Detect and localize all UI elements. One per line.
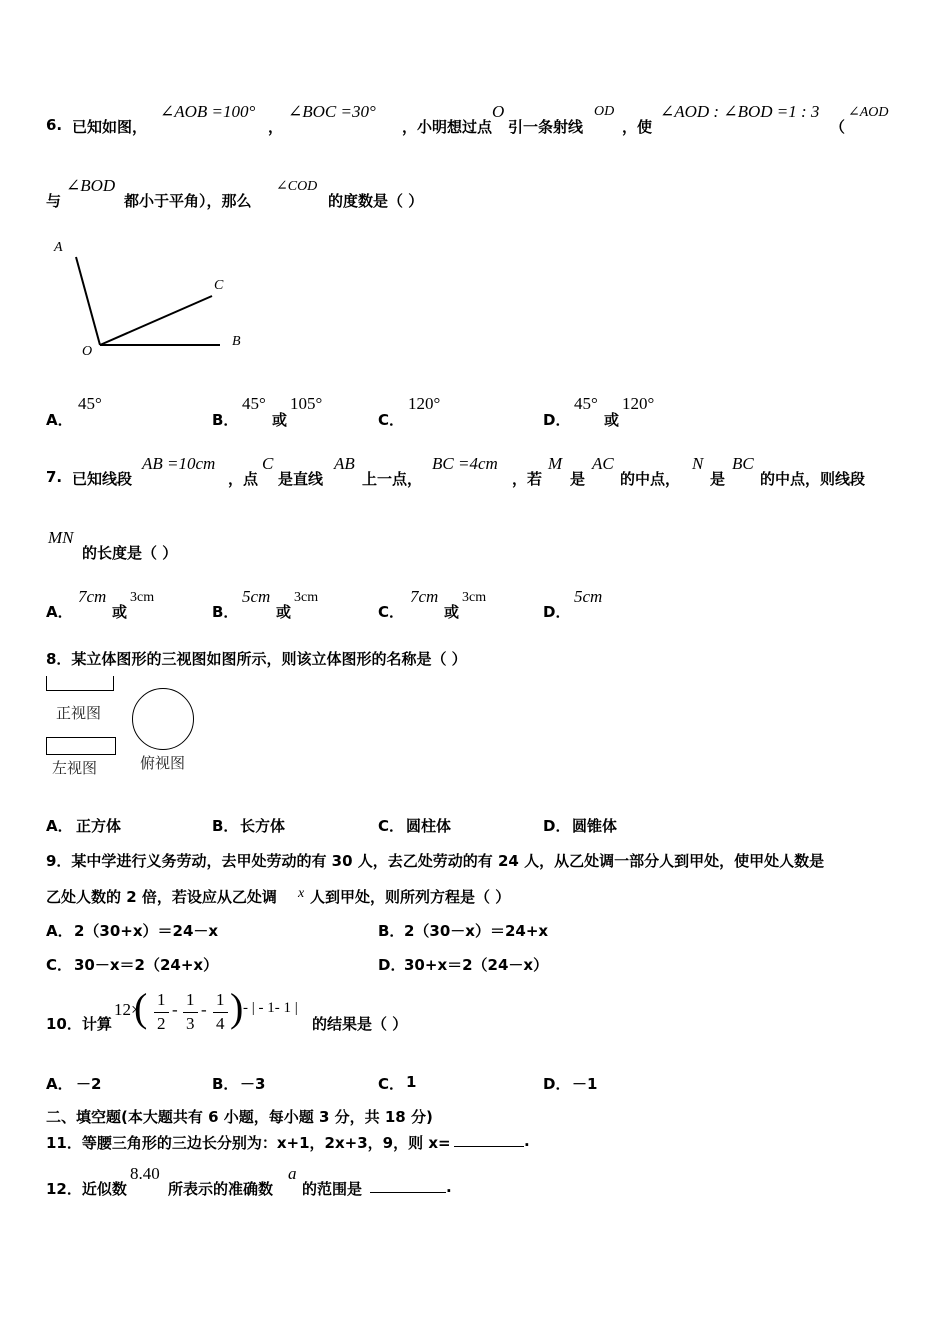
q10-right-paren: ) [230, 985, 244, 1030]
q7-text: 是 [710, 470, 726, 488]
q7-formula: AB [334, 454, 355, 473]
front-view-rectangle [46, 676, 114, 691]
q7-option-a-value2: 3cm [130, 590, 155, 605]
q6-text: ，使 [622, 118, 653, 136]
q8-option-b-text: 长方体 [240, 817, 286, 835]
q7-text: 上一点， [362, 470, 423, 488]
q6-number: 6. [46, 116, 63, 134]
q7-text: ，若 [512, 470, 543, 488]
q10-coefficient: 12× [114, 1000, 141, 1019]
q11-text: 11．等腰三角形的三边长分别为：x+1，2x+3，9，则 x= [46, 1134, 451, 1152]
q7-formula: C [262, 454, 274, 473]
left-view-label: 左视图 [52, 759, 98, 777]
q8-option-c-text: 圆柱体 [406, 817, 452, 835]
q12-answer-blank[interactable] [370, 1180, 446, 1193]
q10-expression-tail: - | - 1- 1 | [243, 1000, 298, 1016]
ray-oa [76, 257, 100, 345]
q6-option-b-value2: 105° [290, 394, 323, 413]
q7-option-b-label: B． [212, 603, 239, 621]
front-view-label: 正视图 [56, 704, 102, 722]
q9-option-a-text: 2（30+x）＝24－x [74, 922, 219, 940]
q6-option-c-value: 120° [408, 394, 441, 413]
q8-option-c-label: C． [378, 817, 405, 835]
point-label-o: O [82, 344, 93, 359]
q6-formula: ∠AOB =100° [160, 102, 256, 121]
q11-end: . [524, 1132, 530, 1150]
q9-option-a-label: A． [46, 922, 73, 940]
point-label-c: C [214, 278, 224, 293]
q7-formula: N [692, 454, 704, 473]
point-label-a: A [54, 240, 63, 255]
q8-option-a-label: A． [46, 817, 73, 835]
q6-text: ， [268, 118, 284, 136]
q10-fraction-bar [183, 1012, 198, 1013]
q7-formula: BC [732, 454, 754, 473]
q7-text: 的中点， [620, 470, 681, 488]
q6-option-d-value: 45° [574, 394, 598, 413]
q10-fraction-denominator: 3 [186, 1014, 195, 1033]
q10-option-b-label: B． [212, 1075, 239, 1093]
q10-minus: - [172, 1000, 178, 1019]
ray-oc [100, 296, 212, 345]
q7-text: 是直线 [278, 470, 324, 488]
q10-option-a-text: －2 [76, 1075, 102, 1093]
q6-option-b-label: B． [212, 411, 239, 429]
q8-option-b-label: B． [212, 817, 239, 835]
q7-option-b-value2: 3cm [294, 590, 319, 605]
q9-line-2b: 人到甲处，则所列方程是（ ） [310, 888, 511, 906]
q10-prefix: 10．计算 [46, 1015, 112, 1033]
q9-option-b-label: B． [378, 922, 405, 940]
q12-number: 8.40 [130, 1164, 160, 1183]
q7-option-b-value: 5cm [242, 587, 271, 606]
q10-option-d-label: D． [543, 1075, 571, 1093]
left-view-rectangle [46, 737, 116, 755]
q7-option-a-or: 或 [112, 603, 128, 621]
q12-text: 12．近似数 [46, 1180, 127, 1198]
q6-text: 引一条射线 [508, 118, 584, 136]
q7-option-a-value: 7cm [78, 587, 107, 606]
q6-text: （ [830, 118, 846, 136]
q7-option-d-label: D． [543, 603, 571, 621]
q7-formula: AB =10cm [142, 454, 216, 473]
section-title: 二、填空题(本大题共有 6 小题，每小题 3 分，共 18 分) [46, 1108, 433, 1126]
q12-text: 的范围是 [302, 1180, 363, 1198]
q10-left-paren: ( [134, 985, 148, 1030]
q7-text: 的中点，则线段 [760, 470, 866, 488]
top-view-label: 俯视图 [140, 754, 186, 772]
q11-answer-blank[interactable] [454, 1134, 524, 1147]
q6-option-a-value: 45° [78, 394, 102, 413]
q10-fraction-denominator: 4 [216, 1014, 225, 1033]
q8-option-a-text: 正方体 [76, 817, 122, 835]
q9-variable: x [298, 886, 305, 901]
q6-text: 已知如图， [72, 118, 148, 136]
q10-option-b-text: －3 [240, 1075, 266, 1093]
q6-formula: ∠AOD [848, 105, 889, 120]
q9-option-d-text: 30+x＝2（24－x） [404, 956, 549, 974]
q9-line-1: 9．某中学进行义务劳动，去甲处劳动的有 30 人，去乙处劳动的有 24 人，从乙处调一部分人到甲处，使甲处人数是 [46, 852, 825, 870]
q7-option-a-label: A． [46, 603, 73, 621]
q12-variable: a [288, 1164, 297, 1183]
q9-option-d-label: D． [378, 956, 406, 974]
q10-fraction-bar [213, 1012, 228, 1013]
q7-text: 的长度是（ ） [82, 544, 178, 562]
q9-option-c-text: 30－x＝2（24+x） [74, 956, 219, 974]
q10-option-c-text: 1 [406, 1073, 417, 1091]
q6-option-d-value2: 120° [622, 394, 655, 413]
q6-option-b-value: 45° [242, 394, 266, 413]
q7-number: 7. [46, 468, 63, 486]
q7-text: 是 [570, 470, 586, 488]
q6-option-d-label: D． [543, 411, 571, 429]
q8-text: 8．某立体图形的三视图如图所示，则该立体图形的名称是（ ） [46, 650, 467, 668]
q12-end: . [446, 1178, 452, 1196]
q6-option-d-or: 或 [604, 411, 620, 429]
q8-option-d-text: 圆锥体 [572, 817, 618, 835]
q6-formula: ∠BOD [66, 176, 116, 195]
q6-option-a-label: A． [46, 411, 73, 429]
q6-text: 都小于平角），那么 [124, 192, 252, 210]
q8-option-d-label: D． [543, 817, 571, 835]
q9-option-b-text: 2（30－x）＝24+x [404, 922, 549, 940]
q10-fraction-numerator: 1 [186, 990, 195, 1009]
q6-formula: OD [594, 104, 615, 119]
q7-text: ，点 [228, 470, 259, 488]
q10-fraction-bar [154, 1012, 169, 1013]
q7-formula: M [548, 454, 563, 473]
q7-text: 已知线段 [72, 470, 133, 488]
q7-option-d-value: 5cm [574, 587, 603, 606]
q6-formula: O [492, 102, 505, 121]
q6-option-b-or: 或 [272, 411, 288, 429]
q6-angle-figure [40, 235, 260, 365]
q10-option-c-label: C． [378, 1075, 405, 1093]
q6-text: ，小明想过点 [402, 118, 493, 136]
q10-fraction-numerator: 1 [157, 990, 166, 1009]
q10-option-d-text: －1 [572, 1075, 598, 1093]
q6-formula: ∠BOC =30° [288, 102, 376, 121]
q7-option-c-label: C． [378, 603, 405, 621]
q7-option-c-value2: 3cm [462, 590, 487, 605]
q6-formula: ∠AOD : ∠BOD =1 : 3 [660, 102, 820, 121]
q7-option-b-or: 或 [276, 603, 292, 621]
q10-suffix: 的结果是（ ） [312, 1015, 408, 1033]
q10-fraction-denominator: 2 [157, 1014, 166, 1033]
q7-option-c-or: 或 [444, 603, 460, 621]
q6-text: 的度数是（ ） [328, 192, 424, 210]
q9-option-c-label: C． [46, 956, 73, 974]
q10-fraction-numerator: 1 [216, 990, 225, 1009]
q6-option-c-label: C． [378, 411, 405, 429]
q7-formula: AC [592, 454, 614, 473]
q7-formula: BC =4cm [432, 454, 498, 473]
q10-option-a-label: A． [46, 1075, 73, 1093]
q7-option-c-value: 7cm [410, 587, 439, 606]
q9-line-2a: 乙处人数的 2 倍，若设应从乙处调 [46, 888, 277, 906]
q6-text: 与 [46, 192, 62, 210]
point-label-b: B [232, 334, 241, 349]
q10-minus: - [201, 1000, 207, 1019]
q6-formula: ∠COD [276, 179, 318, 194]
q12-text: 所表示的准确数 [168, 1180, 274, 1198]
top-view-circle [132, 688, 194, 750]
q7-formula: MN [48, 528, 74, 547]
